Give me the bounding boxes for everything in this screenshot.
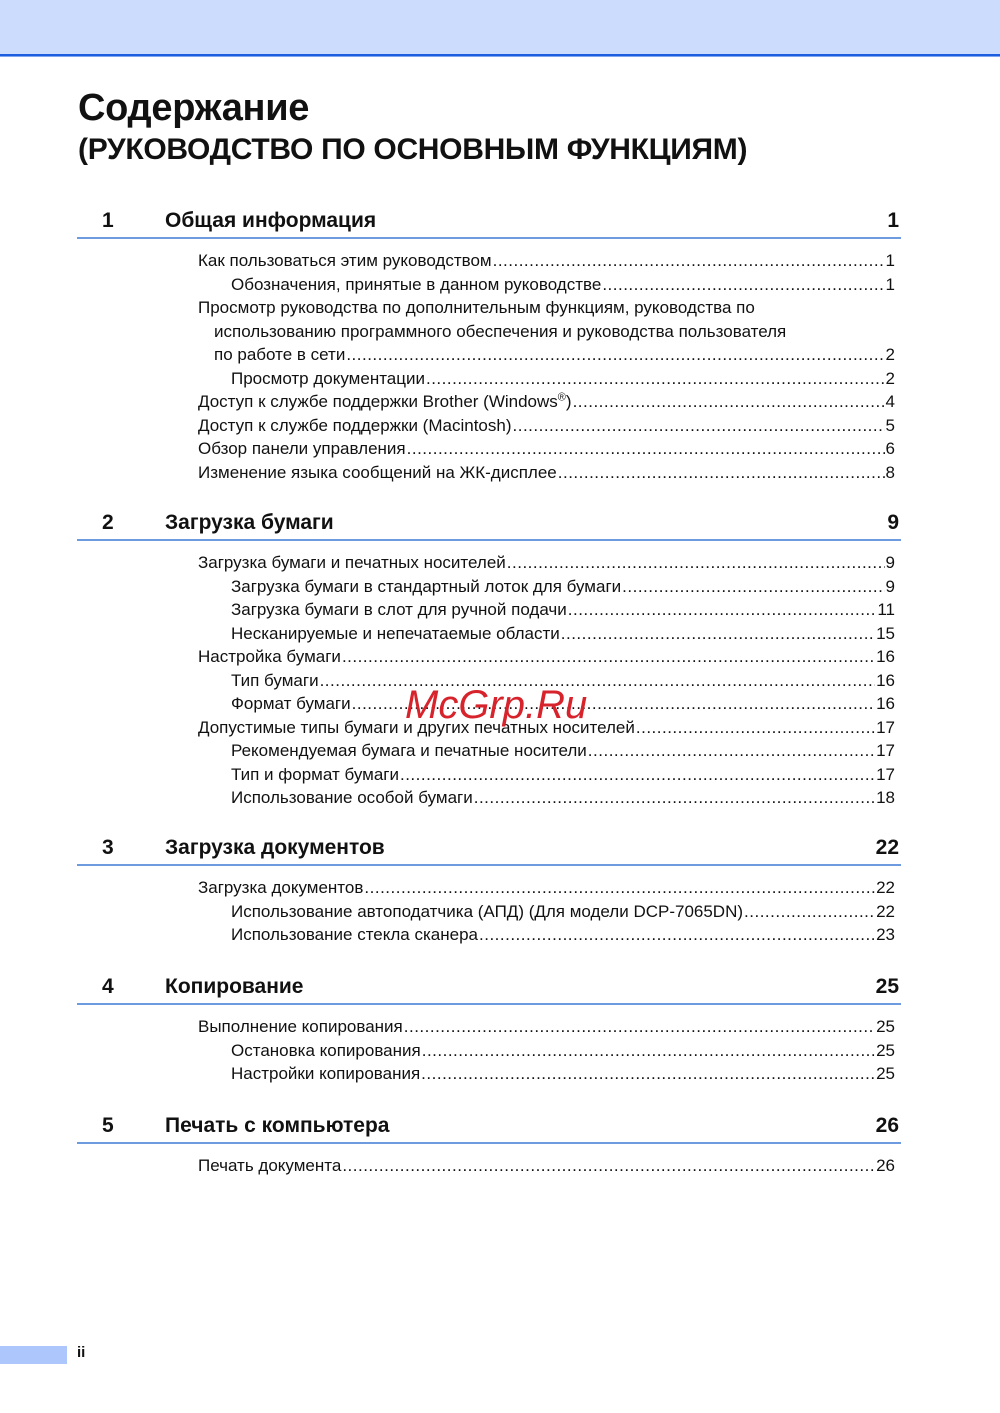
toc-entry-text: [231, 669, 319, 693]
chapter-title: Загрузка бумаги: [165, 511, 334, 534]
footer-page-number: ii: [77, 1344, 86, 1361]
watermark: McGrp.Ru: [405, 683, 588, 727]
toc-entry[interactable]: [198, 1154, 895, 1178]
toc-entry-label: Формат бумаги: [231, 694, 351, 713]
chapter-page: 9: [887, 511, 899, 534]
toc-entry-label: Доступ к службе поддержки (Macintosh): [198, 415, 512, 435]
dot-leader: [364, 876, 875, 900]
toc-entry-list: [77, 1015, 901, 1086]
toc-entry-suffix: ): [565, 392, 572, 411]
toc-entry[interactable]: [198, 551, 895, 575]
dot-leader: [422, 1039, 875, 1063]
toc-entry-label: Использование стекла сканера: [231, 925, 478, 944]
dot-leader: [342, 645, 875, 669]
toc-entry-text: [198, 461, 557, 485]
page-title: Содержание: [78, 87, 310, 129]
toc-entry[interactable]: [231, 900, 895, 924]
toc-entry-text: [231, 273, 601, 297]
dot-leader: [479, 923, 875, 947]
toc-entry-list: [77, 551, 901, 810]
toc-entry-page: 1: [885, 251, 895, 270]
toc-entry-label: Доступ к службе поддержки Brother (Windows: [198, 392, 558, 411]
toc-entry-label: Загрузка бумаги в слот для ручной подачи: [231, 600, 567, 619]
toc-entry-text: [231, 1039, 421, 1063]
chapter-5: [77, 1108, 901, 1178]
toc-entry-page: 25: [876, 1064, 895, 1083]
dot-leader: [507, 551, 885, 575]
registered-mark: ®: [557, 391, 566, 404]
dot-leader: [573, 390, 885, 414]
toc-entry-label: Обозначения, принятые в данном руководстве: [231, 274, 602, 294]
toc-entry[interactable]: [231, 786, 895, 810]
toc-entry-text: [198, 390, 572, 414]
toc-entry-page: 17: [876, 764, 895, 784]
toc-entry-text: [231, 786, 473, 810]
chapter-2: [77, 505, 901, 810]
chapter-title: Печать с компьютера: [165, 1114, 390, 1137]
toc-entry-page: 16: [876, 694, 895, 713]
toc-entry-text: [231, 1062, 420, 1086]
toc-entry[interactable]: [198, 414, 895, 438]
toc-entry-page: 16: [876, 647, 895, 666]
chapter-number: 5: [102, 1114, 114, 1137]
dot-leader: [493, 249, 885, 273]
toc-entry-label: Несканируемые и непечатаемые области: [231, 623, 560, 643]
dot-leader: [636, 716, 875, 740]
dot-leader: [513, 414, 885, 438]
toc-entry-text: [231, 900, 743, 924]
chapter-heading[interactable]: [77, 969, 901, 1005]
toc-entry-text: [231, 367, 425, 391]
toc-entry-text: [231, 622, 560, 646]
toc-entry-line: Просмотр руководства по дополнительным функциям, руководства по: [198, 298, 755, 317]
dot-leader: [568, 598, 877, 622]
footer-bar: [0, 1346, 67, 1364]
toc-entry-label: по работе в сети: [214, 345, 346, 364]
toc-entry-page: 4: [885, 392, 895, 411]
toc-entry-label: Загрузка документов: [198, 878, 364, 897]
toc-entry-list: [77, 876, 901, 947]
toc-entry-label: Использование автоподатчика (АПД) (Для модели DCP-7065DN): [231, 901, 744, 921]
chapter-number: 2: [102, 511, 114, 534]
toc-entry-page: 25: [876, 1040, 895, 1060]
toc-entry-page: 22: [876, 878, 895, 897]
toc-entry-page: 23: [876, 925, 895, 944]
dot-leader: [407, 437, 885, 461]
dot-leader: [342, 1154, 875, 1178]
chapter-title: Общая информация: [165, 209, 377, 232]
toc-entry[interactable]: [198, 437, 895, 461]
toc-entry[interactable]: [198, 461, 895, 485]
toc-entry-label: Выполнение копирования: [198, 1017, 403, 1036]
chapter-1: [77, 203, 901, 484]
toc-entry-page: 11: [877, 600, 895, 619]
toc-entry-text: [198, 645, 341, 669]
toc-entry-label: Печать документа: [198, 1156, 342, 1175]
chapter-page: 25: [875, 975, 899, 998]
toc-entry[interactable]: [231, 739, 895, 763]
dot-leader: [561, 622, 875, 646]
chapter-number: 3: [102, 836, 114, 859]
toc-entry[interactable]: [198, 645, 895, 669]
toc-entry-page: 17: [876, 741, 895, 760]
dot-leader: [622, 575, 884, 599]
toc-entry-line: использованию программного обеспечения и руководства пользователя: [214, 321, 787, 341]
toc-entry[interactable]: [198, 249, 895, 273]
toc-entry-label: Настройка бумаги: [198, 647, 341, 666]
chapter-4: [77, 969, 901, 1086]
toc-entry-text: [231, 923, 478, 947]
toc-entry-label: Изменение языка сообщений на ЖК-дисплее: [198, 462, 557, 482]
chapter-title: Копирование: [165, 975, 304, 998]
header-band: [0, 0, 1000, 56]
dot-leader: [320, 669, 876, 693]
dot-leader: [744, 900, 875, 924]
toc-entry-label: Загрузка бумаги в стандартный лоток для бумаги: [231, 576, 622, 596]
toc-entry-page: 5: [885, 415, 895, 435]
toc-entry-text: [198, 414, 512, 438]
toc-entry-label: Обзор панели управления: [198, 439, 406, 458]
toc-entry-label: Остановка копирования: [231, 1040, 421, 1060]
toc-entry-text: [198, 876, 363, 900]
dot-leader: [426, 367, 885, 391]
chapter-page: 1: [887, 209, 899, 232]
toc-entry-label: Рекомендуемая бумага и печатные носители: [231, 741, 587, 760]
chapter-title: Загрузка документов: [165, 836, 385, 859]
toc-entry-text: [198, 249, 492, 273]
toc-entry-text: [231, 763, 399, 787]
dot-leader: [404, 1015, 875, 1039]
toc-entry-label: Загрузка бумаги и печатных носителей: [198, 553, 506, 572]
toc-entry-label: Использование особой бумаги: [231, 788, 473, 807]
toc-entry-text: [198, 1154, 341, 1178]
toc-entry-label: Тип бумаги: [231, 670, 319, 690]
toc-entry[interactable]: [231, 1062, 895, 1086]
toc-entry[interactable]: [231, 598, 895, 622]
toc-entry[interactable]: [198, 876, 895, 900]
chapter-heading[interactable]: [77, 830, 901, 866]
toc-entry[interactable]: [198, 1015, 895, 1039]
toc-entry-label: Настройки копирования: [231, 1064, 421, 1083]
toc-entry-text: [231, 575, 621, 599]
toc-entry-text: [198, 1015, 403, 1039]
chapter-number: 4: [102, 975, 114, 998]
toc-entry-page: 9: [885, 576, 895, 596]
dot-leader: [588, 739, 875, 763]
toc-entry[interactable]: [231, 622, 895, 646]
toc-entry-page: 9: [885, 553, 895, 572]
toc-entry-page: 2: [885, 345, 895, 364]
toc-entry-text: [231, 739, 587, 763]
toc-entry-page: 8: [885, 462, 895, 482]
dot-leader: [558, 461, 885, 485]
chapter-heading[interactable]: [77, 203, 901, 239]
chapter-page: 26: [875, 1114, 899, 1137]
toc-entry-page: 18: [876, 788, 895, 807]
toc-entry[interactable]: [231, 923, 895, 947]
chapter-heading[interactable]: [77, 505, 901, 541]
chapter-page: 22: [875, 836, 899, 859]
dot-leader: [474, 786, 875, 810]
dot-leader: [602, 273, 884, 297]
dot-leader: [421, 1062, 875, 1086]
toc-entry-page: 6: [885, 439, 895, 458]
toc-entry-label: Как пользоваться этим руководством: [198, 251, 492, 270]
toc-entry-text: [198, 437, 406, 461]
dot-leader: [400, 763, 875, 787]
toc-entry-label: Просмотр документации: [231, 368, 425, 388]
toc-entry[interactable]: [231, 367, 895, 391]
toc-entry-text: [231, 692, 351, 716]
chapter-number: 1: [102, 209, 114, 232]
toc-entry-page: 22: [876, 901, 895, 921]
toc-entry-page: 26: [876, 1156, 895, 1175]
toc-entry[interactable]: [198, 390, 895, 414]
toc-entry-page: 2: [885, 368, 895, 388]
toc-entry-label: Тип и формат бумаги: [231, 764, 399, 784]
toc-entry-list: [77, 249, 901, 484]
toc-entry-page: 17: [876, 717, 895, 737]
toc-entry-page: 16: [876, 670, 895, 690]
toc-entry[interactable]: [231, 763, 895, 787]
chapter-3: [77, 830, 901, 947]
toc-entry-text: [214, 343, 345, 367]
toc-entry-page: 15: [876, 623, 895, 643]
toc-title-block: [78, 86, 747, 170]
toc-entry-page: 25: [876, 1017, 895, 1036]
toc-entry-text: [231, 598, 567, 622]
chapter-heading[interactable]: [77, 1108, 901, 1144]
toc-entry[interactable]: [231, 273, 895, 297]
toc-entry-page: 1: [885, 274, 895, 294]
toc-entry[interactable]: [198, 296, 895, 367]
toc-entry-text: [198, 551, 506, 575]
toc-entry[interactable]: [231, 575, 895, 599]
toc-entry[interactable]: [231, 1039, 895, 1063]
toc-entry-list: [77, 1154, 901, 1178]
page-subtitle: (РУКОВОДСТВО ПО ОСНОВНЫМ ФУНКЦИЯМ): [78, 133, 748, 166]
dot-leader: [346, 343, 884, 367]
toc-entry-label: Допустимые типы бумаги и других печатных носителей: [198, 717, 635, 737]
